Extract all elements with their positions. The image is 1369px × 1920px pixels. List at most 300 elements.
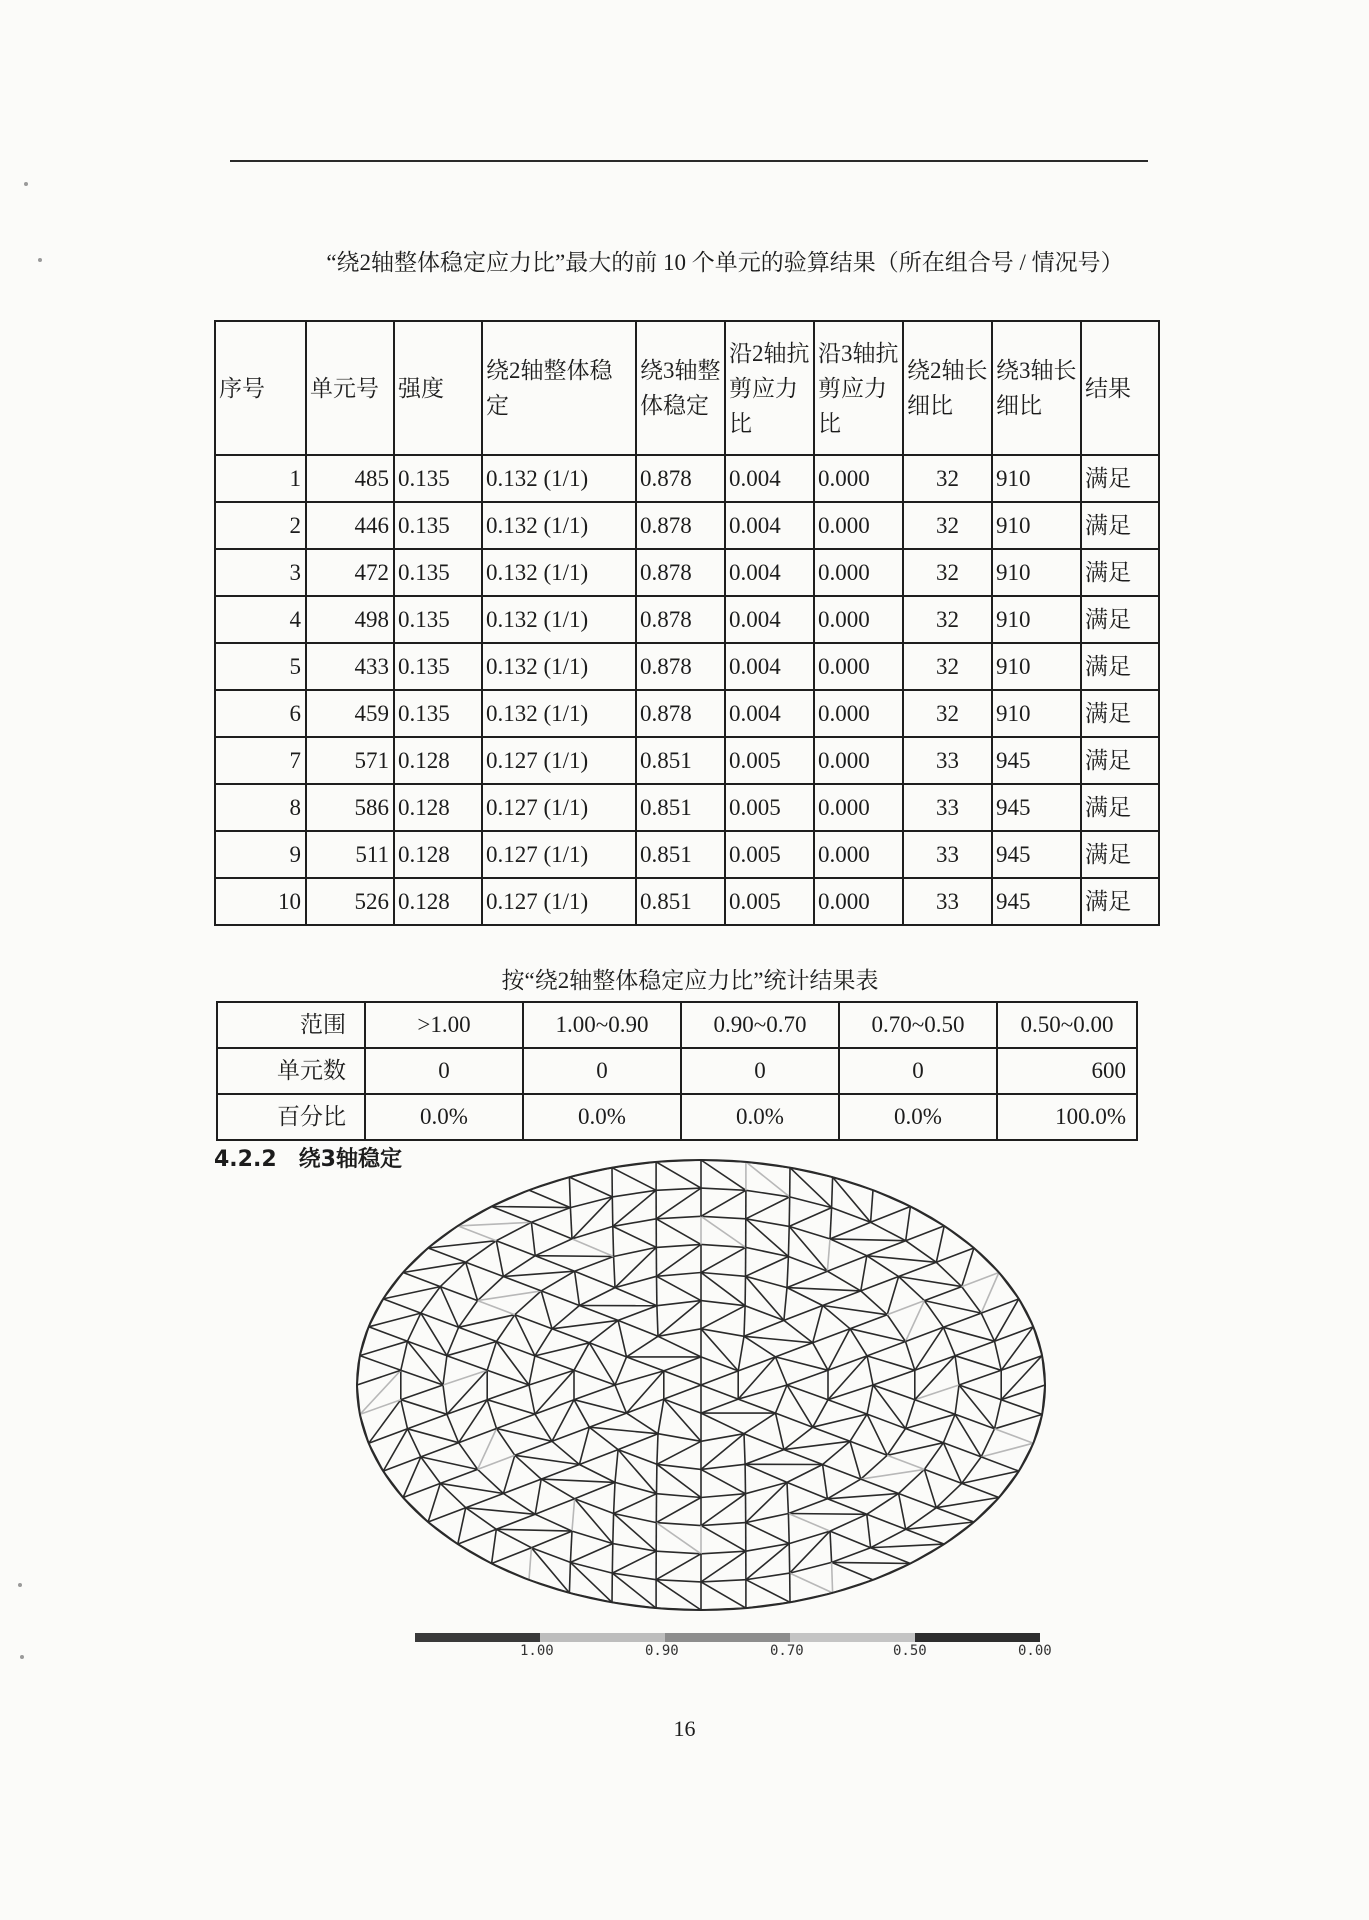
table-cell: 0.004	[725, 549, 814, 596]
mesh-member	[701, 1190, 746, 1216]
table-row	[215, 502, 1159, 549]
table-cell: 498	[306, 596, 394, 643]
table-cell: 32	[903, 643, 992, 690]
mesh-member	[701, 1434, 744, 1442]
table-cell: 0.127 (1/1)	[482, 878, 636, 925]
mesh-member	[541, 1479, 574, 1499]
mesh-member	[408, 1313, 421, 1341]
mesh-member	[369, 1313, 421, 1327]
mesh-member	[615, 1482, 657, 1493]
mesh-member	[447, 1327, 459, 1355]
mesh-member	[570, 1197, 612, 1208]
mesh-member	[746, 1514, 789, 1523]
mesh-member	[487, 1400, 496, 1429]
mesh-member	[955, 1385, 959, 1414]
mesh-member	[887, 1455, 924, 1469]
mesh-member	[383, 1299, 421, 1313]
mesh-member	[787, 1385, 813, 1427]
table-cell: 0.132 (1/1)	[482, 455, 636, 502]
mesh-member	[579, 1427, 589, 1464]
table-cell: 526	[306, 878, 394, 925]
mesh-member	[487, 1400, 535, 1414]
mesh-member	[458, 1226, 497, 1241]
mesh-member	[827, 1239, 830, 1271]
table-row	[217, 1048, 1137, 1094]
mesh-member	[613, 1226, 614, 1256]
mesh-member	[614, 1247, 657, 1256]
mesh-member	[867, 1241, 906, 1256]
mesh-member	[943, 1414, 955, 1442]
mesh-member	[503, 1256, 535, 1277]
mesh-member	[744, 1413, 776, 1434]
table-cell: 0.000	[814, 643, 903, 690]
mesh-member	[656, 1162, 701, 1188]
mesh-member	[575, 1482, 615, 1498]
mesh-member	[744, 1320, 784, 1336]
mesh-member	[613, 1226, 657, 1247]
mesh-member	[867, 1514, 906, 1529]
mesh-member	[787, 1288, 861, 1291]
check-results-table	[214, 320, 1160, 926]
mesh-member	[995, 1299, 1019, 1341]
mesh-member	[401, 1385, 443, 1400]
mesh-member	[428, 1248, 466, 1262]
table-cell: 910	[992, 596, 1081, 643]
table-cell: 0.135	[394, 643, 482, 690]
mesh-member	[408, 1414, 447, 1429]
table-cell: 446	[306, 502, 394, 549]
mesh-member	[656, 1551, 701, 1554]
mesh-member	[830, 1531, 871, 1548]
mesh-member	[360, 1356, 401, 1371]
mesh-member	[529, 1548, 531, 1580]
mesh-member	[529, 1385, 535, 1414]
row-header-cell: 单元数	[217, 1048, 365, 1094]
table-cell: 32	[903, 549, 992, 596]
mesh-member	[827, 1479, 860, 1499]
mesh-member	[589, 1427, 658, 1434]
table-cell: 0.135	[394, 690, 482, 737]
mesh-member	[492, 1529, 497, 1563]
scan-mark	[24, 182, 28, 186]
mesh-member	[776, 1357, 788, 1385]
table-cell: 0.851	[636, 878, 725, 925]
mesh-member	[746, 1247, 789, 1256]
mesh-member	[701, 1273, 746, 1277]
mesh-member	[503, 1271, 574, 1276]
mesh-member	[515, 1441, 552, 1455]
table-cell: 0.004	[725, 643, 814, 690]
table-cell: 0.000	[814, 784, 903, 831]
mesh-member	[955, 1356, 959, 1385]
mesh-member	[906, 1342, 915, 1371]
table-cell: 0.878	[636, 596, 725, 643]
table-cell: 0.000	[814, 831, 903, 878]
mesh-member	[744, 1434, 745, 1465]
mesh-member	[995, 1400, 1002, 1429]
table-cell: 10	[215, 878, 306, 925]
table2-caption: 按“绕2轴整体稳定应力比”统计结果表	[501, 968, 879, 993]
table-cell: 571	[306, 737, 394, 784]
page-number: 16	[673, 1716, 696, 1741]
header-cell: 序号	[215, 321, 306, 455]
table-cell: 0.128	[394, 737, 482, 784]
mesh-member	[656, 1580, 701, 1610]
table-row	[215, 643, 1159, 690]
mesh-member	[955, 1356, 1001, 1371]
mesh-member	[458, 1222, 532, 1226]
mesh-member	[574, 1343, 589, 1371]
table-row	[215, 596, 1159, 643]
table-cell: 0.0%	[839, 1094, 997, 1140]
mesh-member	[738, 1399, 775, 1413]
mesh-member	[613, 1514, 614, 1544]
table-cell: 910	[992, 690, 1081, 737]
mesh-member	[535, 1514, 572, 1531]
mesh-member	[955, 1341, 994, 1356]
table-header-row	[215, 321, 1159, 455]
mesh-member	[403, 1273, 440, 1287]
mesh-member	[541, 1271, 574, 1291]
mesh-member	[873, 1370, 915, 1385]
table-cell: 8	[215, 784, 306, 831]
mesh-member	[612, 1168, 656, 1191]
legend-label: 1.00	[520, 1643, 554, 1659]
mesh-member	[618, 1320, 626, 1357]
mesh-member	[701, 1494, 746, 1526]
mesh-member	[487, 1385, 529, 1400]
mesh-member	[738, 1336, 744, 1371]
mesh-member	[535, 1256, 574, 1272]
mesh-member	[701, 1216, 746, 1247]
mesh-member	[867, 1356, 873, 1385]
table-cell: 0.90~0.70	[681, 1002, 839, 1048]
mesh-member	[503, 1479, 541, 1493]
table-cell: 0.851	[636, 831, 725, 878]
mesh-member	[832, 1562, 873, 1580]
mesh-member	[744, 1434, 784, 1450]
row-header-cell: 百分比	[217, 1094, 365, 1140]
mesh-member	[614, 1514, 657, 1523]
mesh-member	[701, 1434, 744, 1470]
mesh-member	[614, 1257, 615, 1288]
mesh-member	[701, 1494, 746, 1498]
mesh-member	[738, 1385, 787, 1399]
mesh-member	[458, 1508, 466, 1544]
table-cell: 0.000	[814, 596, 903, 643]
table-cell: 0.005	[725, 784, 814, 831]
mesh-member	[776, 1357, 829, 1370]
mesh-member	[657, 1276, 702, 1300]
table-cell: 0.000	[814, 690, 903, 737]
table-cell: 满足	[1081, 596, 1159, 643]
mesh-member	[861, 1277, 899, 1291]
mesh-member	[936, 1248, 974, 1262]
mesh-member	[575, 1271, 615, 1287]
mesh-member	[701, 1188, 746, 1190]
table-row	[215, 455, 1159, 502]
table-cell: 满足	[1081, 549, 1159, 596]
mesh-member	[447, 1342, 497, 1356]
table-cell: 9	[215, 831, 306, 878]
legend-label: 0.70	[770, 1643, 804, 1659]
table-cell: 0.005	[725, 737, 814, 784]
table-cell: 0.127 (1/1)	[482, 831, 636, 878]
mesh-member	[701, 1306, 745, 1329]
mesh-member	[541, 1479, 615, 1482]
mesh-member	[570, 1531, 572, 1562]
mesh-member	[656, 1498, 701, 1523]
mesh-member	[746, 1257, 789, 1277]
table-cell: 0.132 (1/1)	[482, 549, 636, 596]
mesh-member	[871, 1529, 906, 1547]
mesh-member	[443, 1356, 447, 1385]
legend-segment	[665, 1633, 790, 1642]
mesh-member	[784, 1450, 823, 1465]
mesh-member	[813, 1400, 828, 1428]
mesh-member	[995, 1341, 1002, 1370]
mesh-member	[656, 1523, 701, 1554]
table-cell: 0.70~0.50	[839, 1002, 997, 1048]
mesh-member	[701, 1244, 746, 1247]
mesh-member	[408, 1429, 459, 1443]
table-cell: 0.004	[725, 690, 814, 737]
mesh-member	[861, 1479, 899, 1493]
table-cell: 0.127 (1/1)	[482, 784, 636, 831]
table-cell: 459	[306, 690, 394, 737]
mesh-member	[369, 1327, 408, 1341]
mesh-member	[827, 1271, 860, 1291]
mesh-member	[830, 1239, 906, 1241]
mesh-member	[496, 1529, 531, 1547]
mesh-member	[746, 1523, 790, 1544]
header-cell: 绕2轴长细比	[903, 321, 992, 455]
mesh-member	[867, 1385, 873, 1414]
table-cell: 0.135	[394, 596, 482, 643]
mesh-member	[981, 1313, 994, 1341]
mesh-member	[574, 1370, 615, 1385]
mesh-member	[656, 1216, 701, 1219]
table-cell: 0.878	[636, 455, 725, 502]
mesh-member	[627, 1357, 664, 1371]
table-row	[215, 784, 1159, 831]
table-cell: 586	[306, 784, 394, 831]
table-cell: 0.135	[394, 455, 482, 502]
mesh-member	[906, 1429, 944, 1443]
table-cell: 满足	[1081, 502, 1159, 549]
mesh-member	[408, 1429, 421, 1457]
mesh-member	[789, 1544, 790, 1574]
table-cell: 33	[903, 784, 992, 831]
table-cell: 0.0%	[365, 1094, 523, 1140]
mesh-member	[787, 1370, 828, 1385]
mesh-member	[899, 1494, 906, 1530]
mesh-member	[657, 1494, 702, 1498]
mesh-member	[867, 1514, 871, 1547]
mesh-member	[535, 1256, 613, 1257]
mesh-member	[871, 1207, 911, 1223]
table-cell: 7	[215, 737, 306, 784]
mesh-member	[656, 1188, 701, 1190]
mesh-member	[789, 1208, 831, 1227]
mesh-member	[915, 1327, 944, 1370]
mesh-member	[790, 1573, 833, 1593]
table-cell: 0.0%	[681, 1094, 839, 1140]
mesh-member	[589, 1427, 618, 1449]
table-cell: 33	[903, 831, 992, 878]
mesh-member	[531, 1208, 570, 1223]
mesh-member	[867, 1356, 915, 1370]
header-cell: 结果	[1081, 321, 1159, 455]
table-cell: 0.004	[725, 455, 814, 502]
table-cell: 1.00~0.90	[523, 1002, 681, 1048]
table-row	[217, 1002, 1137, 1048]
mesh-member	[871, 1222, 906, 1240]
mesh-member	[657, 1306, 658, 1337]
mesh-member	[529, 1190, 570, 1208]
mesh-member	[466, 1262, 478, 1300]
mesh-member	[830, 1514, 867, 1531]
legend-segment	[415, 1633, 540, 1642]
mesh-member	[906, 1226, 945, 1241]
table-cell: 0	[681, 1048, 839, 1094]
table-cell: 满足	[1081, 831, 1159, 878]
mesh-member	[401, 1400, 447, 1415]
table-cell: 0.851	[636, 737, 725, 784]
mesh-member	[955, 1414, 981, 1457]
table-cell: 0.005	[725, 878, 814, 925]
table-cell: 945	[992, 784, 1081, 831]
mesh-member	[1001, 1400, 1042, 1415]
table-cell: 5	[215, 643, 306, 690]
mesh-member	[830, 1531, 832, 1562]
mesh-member	[443, 1385, 447, 1414]
header-cell: 绕3轴长细比	[992, 321, 1081, 455]
mesh-member	[383, 1429, 407, 1471]
mesh-member	[924, 1287, 961, 1301]
table-cell: 945	[992, 737, 1081, 784]
mesh-member	[943, 1327, 994, 1341]
mesh-member	[496, 1241, 503, 1277]
mesh-member	[658, 1336, 701, 1357]
table-cell: 910	[992, 643, 1081, 690]
mesh-member	[497, 1414, 535, 1428]
mesh-member	[572, 1239, 614, 1257]
mesh-member	[701, 1551, 746, 1554]
mesh-member	[784, 1320, 813, 1342]
mesh-member	[776, 1413, 784, 1450]
table-cell: 0.851	[636, 784, 725, 831]
mesh-member	[657, 1441, 701, 1464]
table-cell: 0.132 (1/1)	[482, 502, 636, 549]
mesh-member	[447, 1356, 487, 1371]
table-cell: 32	[903, 502, 992, 549]
table-cell: 485	[306, 455, 394, 502]
mesh-member	[535, 1479, 541, 1514]
mesh-member	[656, 1219, 701, 1245]
mesh-member	[746, 1276, 788, 1287]
mesh-member	[746, 1197, 790, 1219]
mesh-member	[618, 1434, 658, 1450]
table-cell: 0.004	[725, 596, 814, 643]
mesh-member	[744, 1306, 745, 1337]
mesh-member	[830, 1222, 871, 1239]
mesh-member	[701, 1582, 746, 1608]
mesh-member	[541, 1291, 579, 1306]
section-number: 4.2.2	[214, 1147, 277, 1172]
mesh-member	[936, 1508, 974, 1522]
table-cell: 0.000	[814, 737, 903, 784]
mesh-member	[360, 1341, 408, 1355]
table-cell: 0	[523, 1048, 681, 1094]
table-cell: 33	[903, 878, 992, 925]
mesh-member	[447, 1414, 459, 1442]
mesh-member	[428, 1508, 466, 1522]
mesh-member	[618, 1306, 657, 1321]
mesh-member	[850, 1315, 887, 1329]
mesh-member	[569, 1177, 612, 1197]
table-cell: 0.135	[394, 549, 482, 596]
mesh-member	[615, 1371, 664, 1385]
mesh-member	[827, 1256, 866, 1272]
mesh-member	[745, 1450, 784, 1465]
legend-label: 0.00	[1018, 1643, 1052, 1659]
section-title: 绕3轴稳定	[298, 1147, 402, 1172]
mesh-member	[535, 1239, 572, 1256]
table-cell: 满足	[1081, 784, 1159, 831]
mesh-member	[784, 1288, 787, 1321]
mesh-member	[701, 1216, 746, 1219]
mesh-member	[503, 1455, 514, 1493]
mesh-member	[541, 1291, 552, 1329]
mesh-member	[656, 1188, 701, 1219]
mesh-member	[981, 1457, 1019, 1471]
mesh-member	[615, 1385, 627, 1413]
mesh-member	[813, 1306, 823, 1343]
mesh-member	[828, 1400, 867, 1414]
mesh-member	[850, 1441, 861, 1479]
mesh-member	[535, 1356, 574, 1370]
mesh-member	[701, 1160, 746, 1190]
mesh-member	[995, 1414, 1043, 1428]
legend-label: 0.50	[893, 1643, 927, 1659]
table-cell: 3	[215, 549, 306, 596]
mesh-member	[776, 1413, 813, 1427]
mesh-member	[503, 1277, 541, 1291]
mesh-member	[906, 1400, 915, 1429]
mesh-member	[827, 1499, 866, 1515]
table-cell: 满足	[1081, 737, 1159, 784]
table-cell: 0.127 (1/1)	[482, 737, 636, 784]
legend-segment	[915, 1633, 1040, 1642]
header-cell: 沿3轴抗剪应力比	[814, 321, 903, 455]
mesh-member	[789, 1197, 790, 1227]
mesh-member	[832, 1562, 911, 1563]
legend-segment	[790, 1633, 915, 1642]
mesh-member	[440, 1469, 477, 1483]
table-cell: 511	[306, 831, 394, 878]
mesh-member	[788, 1499, 827, 1514]
mesh-member	[776, 1343, 813, 1357]
mesh-member	[867, 1494, 899, 1515]
mesh-member	[790, 1562, 832, 1573]
mesh-member	[529, 1356, 535, 1385]
mesh-member	[813, 1427, 850, 1441]
mesh-member	[787, 1257, 788, 1288]
mesh-member	[701, 1247, 746, 1272]
table-cell: 0.128	[394, 878, 482, 925]
mesh-member	[458, 1529, 497, 1544]
